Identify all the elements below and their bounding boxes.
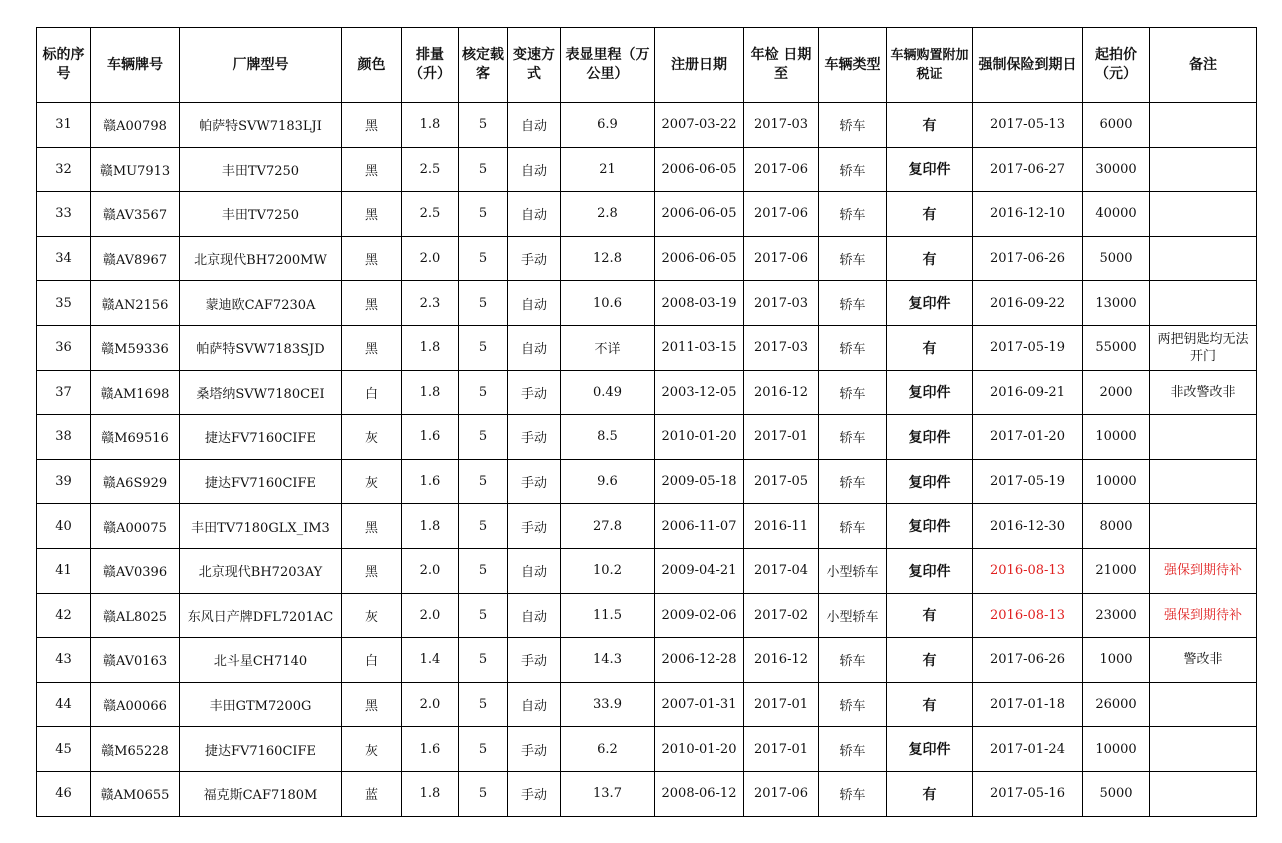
cell-inspection-date: 2017-01: [744, 415, 819, 460]
cell-purchase-tax: 复印件: [887, 281, 973, 326]
cell-insurance-expiry: 2016-12-10: [973, 192, 1083, 237]
cell-color: 灰: [342, 727, 402, 772]
cell-model: 北京现代BH7203AY: [180, 548, 342, 593]
cell-inspection-date: 2017-01: [744, 682, 819, 727]
header-registration-date: 注册日期: [655, 28, 744, 103]
cell-insurance-expiry: 2017-06-26: [973, 236, 1083, 281]
cell-seats: 5: [459, 236, 508, 281]
cell-color: 黑: [342, 325, 402, 370]
table-row: [37, 147, 1257, 192]
cell-model: 捷达FV7160CIFE: [180, 415, 342, 460]
cell-vehicle-type: 轿车: [819, 415, 887, 460]
cell-starting-price: 10000: [1083, 459, 1150, 504]
cell-insurance-expiry: 2017-06-26: [973, 638, 1083, 683]
cell-inspection-date: 2017-01: [744, 727, 819, 772]
header-transmission: 变速方式: [508, 28, 561, 103]
table-body: [37, 103, 1257, 817]
cell-mileage: 10.6: [561, 281, 655, 326]
cell-vehicle-type: 轿车: [819, 103, 887, 148]
header-row: [37, 28, 1257, 103]
cell-registration-date: 2006-11-07: [655, 504, 744, 549]
cell-model: 桑塔纳SVW7180CEI: [180, 370, 342, 415]
cell-color: 灰: [342, 593, 402, 638]
cell-inspection-date: 2017-06: [744, 771, 819, 816]
cell-index: 46: [37, 771, 91, 816]
cell-mileage: 14.3: [561, 638, 655, 683]
cell-vehicle-type: 轿车: [819, 281, 887, 326]
cell-displacement: 2.0: [402, 593, 459, 638]
cell-color: 黑: [342, 147, 402, 192]
cell-mileage: 11.5: [561, 593, 655, 638]
cell-inspection-date: 2017-04: [744, 548, 819, 593]
cell-purchase-tax: 复印件: [887, 727, 973, 772]
cell-transmission: 手动: [508, 459, 561, 504]
cell-purchase-tax: 有: [887, 236, 973, 281]
cell-seats: 5: [459, 103, 508, 148]
table-row: [37, 325, 1257, 370]
table-row: [37, 370, 1257, 415]
cell-starting-price: 8000: [1083, 504, 1150, 549]
cell-registration-date: 2009-05-18: [655, 459, 744, 504]
cell-mileage: 0.49: [561, 370, 655, 415]
table-row: [37, 504, 1257, 549]
cell-registration-date: 2009-02-06: [655, 593, 744, 638]
cell-purchase-tax: 复印件: [887, 370, 973, 415]
cell-remarks: [1150, 147, 1257, 192]
table-row: [37, 727, 1257, 772]
cell-transmission: 手动: [508, 638, 561, 683]
cell-color: 黑: [342, 103, 402, 148]
cell-mileage: 21: [561, 147, 655, 192]
cell-transmission: 手动: [508, 236, 561, 281]
cell-vehicle-type: 轿车: [819, 771, 887, 816]
cell-index: 36: [37, 325, 91, 370]
cell-model: 帕萨特SVW7183LJI: [180, 103, 342, 148]
cell-displacement: 2.0: [402, 236, 459, 281]
cell-starting-price: 21000: [1083, 548, 1150, 593]
cell-color: 蓝: [342, 771, 402, 816]
cell-mileage: 6.2: [561, 727, 655, 772]
cell-registration-date: 2006-06-05: [655, 236, 744, 281]
cell-model: 捷达FV7160CIFE: [180, 459, 342, 504]
cell-registration-date: 2008-06-12: [655, 771, 744, 816]
cell-model: 北斗星CH7140: [180, 638, 342, 683]
header-starting-price: 起拍价（元）: [1083, 28, 1150, 103]
cell-insurance-expiry: 2017-01-18: [973, 682, 1083, 727]
cell-inspection-date: 2017-02: [744, 593, 819, 638]
cell-seats: 5: [459, 504, 508, 549]
cell-mileage: 33.9: [561, 682, 655, 727]
cell-model: 福克斯CAF7180M: [180, 771, 342, 816]
header-purchase-tax: 车辆购置附加税证: [887, 28, 973, 103]
cell-model: 北京现代BH7200MW: [180, 236, 342, 281]
cell-color: 黑: [342, 682, 402, 727]
table-row: [37, 103, 1257, 148]
cell-transmission: 自动: [508, 325, 561, 370]
cell-registration-date: 2010-01-20: [655, 415, 744, 460]
cell-insurance-expiry: 2016-08-13: [973, 548, 1083, 593]
cell-remarks: 警改非: [1150, 638, 1257, 683]
table-row: [37, 638, 1257, 683]
cell-seats: 5: [459, 727, 508, 772]
cell-plate: 赣AM0655: [91, 771, 180, 816]
vehicle-auction-table: [36, 27, 1257, 817]
cell-seats: 5: [459, 548, 508, 593]
cell-plate: 赣AN2156: [91, 281, 180, 326]
cell-plate: 赣M69516: [91, 415, 180, 460]
cell-registration-date: 2008-03-19: [655, 281, 744, 326]
header-index: 标的序号: [37, 28, 91, 103]
cell-seats: 5: [459, 682, 508, 727]
cell-plate: 赣AV0163: [91, 638, 180, 683]
cell-starting-price: 5000: [1083, 236, 1150, 281]
cell-purchase-tax: 有: [887, 192, 973, 237]
cell-registration-date: 2011-03-15: [655, 325, 744, 370]
cell-remarks: [1150, 281, 1257, 326]
cell-purchase-tax: 复印件: [887, 459, 973, 504]
cell-displacement: 1.6: [402, 459, 459, 504]
cell-plate: 赣A00798: [91, 103, 180, 148]
cell-displacement: 2.3: [402, 281, 459, 326]
cell-purchase-tax: 有: [887, 325, 973, 370]
cell-insurance-expiry: 2017-05-13: [973, 103, 1083, 148]
cell-plate: 赣M59336: [91, 325, 180, 370]
cell-index: 38: [37, 415, 91, 460]
cell-displacement: 1.8: [402, 325, 459, 370]
cell-model: 丰田TV7250: [180, 192, 342, 237]
cell-displacement: 1.6: [402, 727, 459, 772]
cell-color: 白: [342, 638, 402, 683]
table-row: [37, 771, 1257, 816]
cell-seats: 5: [459, 771, 508, 816]
cell-model: 丰田TV7180GLX_IM3: [180, 504, 342, 549]
cell-displacement: 2.5: [402, 192, 459, 237]
cell-model: 帕萨特SVW7183SJD: [180, 325, 342, 370]
cell-vehicle-type: 轿车: [819, 192, 887, 237]
cell-transmission: 手动: [508, 771, 561, 816]
cell-registration-date: 2007-01-31: [655, 682, 744, 727]
cell-vehicle-type: 小型轿车: [819, 593, 887, 638]
header-displacement: 排量（升）: [402, 28, 459, 103]
cell-color: 白: [342, 370, 402, 415]
cell-vehicle-type: 轿车: [819, 682, 887, 727]
cell-starting-price: 10000: [1083, 727, 1150, 772]
cell-remarks: [1150, 727, 1257, 772]
cell-starting-price: 2000: [1083, 370, 1150, 415]
cell-remarks: 非改警改非: [1150, 370, 1257, 415]
cell-mileage: 2.8: [561, 192, 655, 237]
cell-seats: 5: [459, 415, 508, 460]
cell-starting-price: 55000: [1083, 325, 1150, 370]
cell-mileage: 13.7: [561, 771, 655, 816]
cell-purchase-tax: 复印件: [887, 415, 973, 460]
cell-purchase-tax: 有: [887, 771, 973, 816]
cell-remarks: 两把钥匙均无法开门: [1150, 325, 1257, 370]
cell-index: 37: [37, 370, 91, 415]
cell-insurance-expiry: 2016-08-13: [973, 593, 1083, 638]
cell-displacement: 1.6: [402, 415, 459, 460]
cell-transmission: 自动: [508, 192, 561, 237]
cell-inspection-date: 2016-12: [744, 370, 819, 415]
header-vehicle-type: 车辆类型: [819, 28, 887, 103]
cell-color: 黑: [342, 548, 402, 593]
header-color: 颜色: [342, 28, 402, 103]
cell-registration-date: 2010-01-20: [655, 727, 744, 772]
cell-vehicle-type: 轿车: [819, 147, 887, 192]
cell-plate: 赣AL8025: [91, 593, 180, 638]
cell-plate: 赣MU7913: [91, 147, 180, 192]
cell-starting-price: 40000: [1083, 192, 1150, 237]
cell-starting-price: 5000: [1083, 771, 1150, 816]
cell-plate: 赣AV0396: [91, 548, 180, 593]
cell-index: 44: [37, 682, 91, 727]
cell-purchase-tax: 有: [887, 682, 973, 727]
cell-purchase-tax: 复印件: [887, 504, 973, 549]
cell-inspection-date: 2017-05: [744, 459, 819, 504]
cell-transmission: 手动: [508, 370, 561, 415]
cell-plate: 赣AV3567: [91, 192, 180, 237]
cell-mileage: 12.8: [561, 236, 655, 281]
cell-transmission: 自动: [508, 147, 561, 192]
header-insurance-expiry: 强制保险到期日: [973, 28, 1083, 103]
cell-model: 蒙迪欧CAF7230A: [180, 281, 342, 326]
cell-starting-price: 23000: [1083, 593, 1150, 638]
cell-seats: 5: [459, 281, 508, 326]
cell-index: 42: [37, 593, 91, 638]
cell-mileage: 10.2: [561, 548, 655, 593]
cell-starting-price: 10000: [1083, 415, 1150, 460]
header-seats: 核定载客: [459, 28, 508, 103]
cell-insurance-expiry: 2017-05-16: [973, 771, 1083, 816]
header-inspection-date: 年检 日期至: [744, 28, 819, 103]
table-row: [37, 682, 1257, 727]
cell-index: 33: [37, 192, 91, 237]
cell-remarks: [1150, 236, 1257, 281]
cell-vehicle-type: 轿车: [819, 236, 887, 281]
cell-index: 43: [37, 638, 91, 683]
cell-index: 35: [37, 281, 91, 326]
cell-inspection-date: 2017-06: [744, 147, 819, 192]
cell-insurance-expiry: 2017-01-24: [973, 727, 1083, 772]
cell-purchase-tax: 复印件: [887, 147, 973, 192]
cell-registration-date: 2007-03-22: [655, 103, 744, 148]
cell-insurance-expiry: 2016-09-22: [973, 281, 1083, 326]
cell-vehicle-type: 轿车: [819, 727, 887, 772]
cell-displacement: 2.5: [402, 147, 459, 192]
cell-inspection-date: 2017-03: [744, 325, 819, 370]
cell-model: 丰田GTM7200G: [180, 682, 342, 727]
cell-displacement: 2.0: [402, 682, 459, 727]
cell-seats: 5: [459, 192, 508, 237]
cell-remarks: [1150, 771, 1257, 816]
cell-remarks: [1150, 415, 1257, 460]
cell-mileage: 8.5: [561, 415, 655, 460]
cell-plate: 赣A00075: [91, 504, 180, 549]
cell-registration-date: 2003-12-05: [655, 370, 744, 415]
cell-transmission: 手动: [508, 727, 561, 772]
cell-plate: 赣M65228: [91, 727, 180, 772]
cell-vehicle-type: 轿车: [819, 370, 887, 415]
cell-remarks: [1150, 192, 1257, 237]
cell-plate: 赣AM1698: [91, 370, 180, 415]
cell-purchase-tax: 有: [887, 638, 973, 683]
cell-color: 黑: [342, 192, 402, 237]
cell-registration-date: 2006-12-28: [655, 638, 744, 683]
table-row: [37, 548, 1257, 593]
table-row: [37, 236, 1257, 281]
cell-seats: 5: [459, 147, 508, 192]
cell-plate: 赣A6S929: [91, 459, 180, 504]
cell-model: 捷达FV7160CIFE: [180, 727, 342, 772]
cell-transmission: 手动: [508, 504, 561, 549]
cell-remarks: [1150, 682, 1257, 727]
table-row: [37, 192, 1257, 237]
cell-purchase-tax: 有: [887, 103, 973, 148]
header-remarks: 备注: [1150, 28, 1257, 103]
cell-transmission: 自动: [508, 682, 561, 727]
cell-purchase-tax: 有: [887, 593, 973, 638]
cell-inspection-date: 2017-03: [744, 281, 819, 326]
cell-inspection-date: 2016-11: [744, 504, 819, 549]
cell-index: 39: [37, 459, 91, 504]
cell-plate: 赣AV8967: [91, 236, 180, 281]
cell-displacement: 1.8: [402, 103, 459, 148]
cell-remarks: 强保到期待补: [1150, 548, 1257, 593]
cell-color: 黑: [342, 236, 402, 281]
cell-index: 45: [37, 727, 91, 772]
cell-starting-price: 6000: [1083, 103, 1150, 148]
cell-model: 丰田TV7250: [180, 147, 342, 192]
cell-insurance-expiry: 2016-12-30: [973, 504, 1083, 549]
cell-color: 黑: [342, 281, 402, 326]
cell-index: 31: [37, 103, 91, 148]
cell-mileage: 27.8: [561, 504, 655, 549]
cell-index: 32: [37, 147, 91, 192]
cell-seats: 5: [459, 370, 508, 415]
cell-seats: 5: [459, 325, 508, 370]
cell-displacement: 1.8: [402, 771, 459, 816]
cell-starting-price: 1000: [1083, 638, 1150, 683]
cell-inspection-date: 2017-06: [744, 236, 819, 281]
cell-starting-price: 13000: [1083, 281, 1150, 326]
cell-vehicle-type: 小型轿车: [819, 548, 887, 593]
cell-starting-price: 26000: [1083, 682, 1150, 727]
cell-insurance-expiry: 2017-01-20: [973, 415, 1083, 460]
table-row: [37, 281, 1257, 326]
cell-mileage: 9.6: [561, 459, 655, 504]
cell-plate: 赣A00066: [91, 682, 180, 727]
cell-color: 灰: [342, 415, 402, 460]
cell-displacement: 1.4: [402, 638, 459, 683]
cell-insurance-expiry: 2017-06-27: [973, 147, 1083, 192]
cell-transmission: 自动: [508, 103, 561, 148]
header-plate: 车辆牌号: [91, 28, 180, 103]
cell-transmission: 自动: [508, 548, 561, 593]
cell-remarks: [1150, 504, 1257, 549]
cell-insurance-expiry: 2017-05-19: [973, 325, 1083, 370]
cell-vehicle-type: 轿车: [819, 504, 887, 549]
table-row: [37, 459, 1257, 504]
cell-displacement: 2.0: [402, 548, 459, 593]
cell-remarks: [1150, 459, 1257, 504]
cell-color: 黑: [342, 504, 402, 549]
cell-seats: 5: [459, 459, 508, 504]
cell-index: 34: [37, 236, 91, 281]
cell-transmission: 自动: [508, 593, 561, 638]
cell-registration-date: 2009-04-21: [655, 548, 744, 593]
cell-transmission: 手动: [508, 415, 561, 460]
cell-purchase-tax: 复印件: [887, 548, 973, 593]
cell-displacement: 1.8: [402, 504, 459, 549]
cell-insurance-expiry: 2017-05-19: [973, 459, 1083, 504]
cell-mileage: 不详: [561, 325, 655, 370]
cell-seats: 5: [459, 638, 508, 683]
cell-vehicle-type: 轿车: [819, 325, 887, 370]
cell-insurance-expiry: 2016-09-21: [973, 370, 1083, 415]
table-row: [37, 593, 1257, 638]
cell-seats: 5: [459, 593, 508, 638]
cell-index: 40: [37, 504, 91, 549]
cell-displacement: 1.8: [402, 370, 459, 415]
cell-vehicle-type: 轿车: [819, 459, 887, 504]
cell-color: 灰: [342, 459, 402, 504]
cell-index: 41: [37, 548, 91, 593]
cell-remarks: [1150, 103, 1257, 148]
cell-transmission: 自动: [508, 281, 561, 326]
cell-inspection-date: 2017-03: [744, 103, 819, 148]
cell-registration-date: 2006-06-05: [655, 147, 744, 192]
cell-model: 东风日产牌DFL7201AC: [180, 593, 342, 638]
cell-starting-price: 30000: [1083, 147, 1150, 192]
cell-vehicle-type: 轿车: [819, 638, 887, 683]
cell-mileage: 6.9: [561, 103, 655, 148]
header-model: 厂牌型号: [180, 28, 342, 103]
cell-registration-date: 2006-06-05: [655, 192, 744, 237]
cell-inspection-date: 2017-06: [744, 192, 819, 237]
header-mileage: 表显里程（万公里）: [561, 28, 655, 103]
cell-remarks: 强保到期待补: [1150, 593, 1257, 638]
cell-inspection-date: 2016-12: [744, 638, 819, 683]
table-row: [37, 415, 1257, 460]
